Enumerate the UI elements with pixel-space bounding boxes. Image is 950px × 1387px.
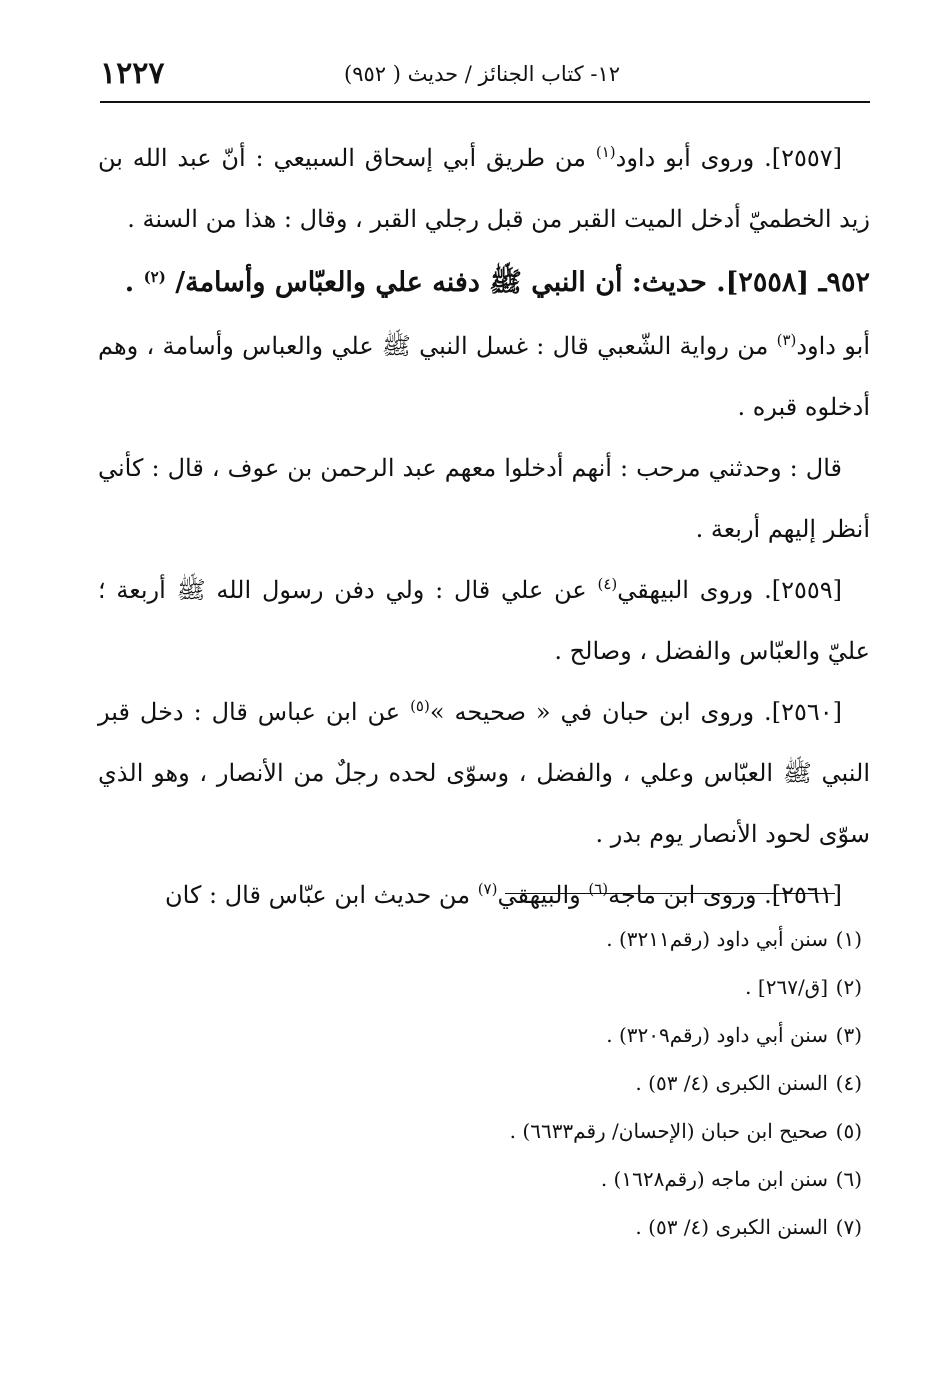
- paragraph-marhab: قال : وحدثني مرحب : أنهم أدخلوا معهم عبد الرحمن بن عوف ، قال : كأني أنظر إليهم أربعة .: [98, 454, 870, 543]
- footnote-text: سنن ابن ماجه (رقم١٦٢٨) .: [600, 1167, 828, 1191]
- page-header: [100, 52, 870, 102]
- footnote-ref: (٦): [588, 880, 609, 898]
- footnote-ref: (٣): [776, 331, 797, 349]
- footnote-number: (٧): [835, 1215, 862, 1239]
- footnote-ref: (٢): [143, 268, 166, 286]
- paragraph-2557: [٢٥٥٧]. وروى أبو داود$^{(١)}$ من طريق أبي إسحاق السبيعي : أنّ عبد الله بن زيد الخطميّ أدخل الميت القبر من قبل رجلي القبر ، وقال : هذا من السنة .: [98, 143, 870, 233]
- footnote-text: سنن أبي داود (رقم٣٢١١) .: [606, 927, 828, 951]
- footnote-ref: (٥): [410, 697, 430, 715]
- footnotes-list: [262, 922, 862, 1258]
- footnote-item: [262, 1114, 862, 1162]
- footnote-text: [ق/٢٦٧] .: [745, 975, 828, 999]
- footnote-number: (١): [835, 927, 862, 951]
- main-text: [98, 128, 870, 926]
- footnote-item: [262, 1162, 862, 1210]
- page-number: ١٢٢٧: [100, 56, 165, 91]
- footnote-item: [262, 922, 862, 970]
- footnote-item: [262, 970, 862, 1018]
- paragraph-2559: [٢٥٥٩]. وروى البيهقي$^{(٤)}$ عن علي قال : ولي دفن رسول الله ﷺ أربعة ؛ عليّ والعبّاس والفضل ، وصالح .: [98, 575, 870, 665]
- footnote-text: السنن الكبرى (٤/ ٥٣) .: [635, 1215, 828, 1239]
- footnote-ref: (٤): [597, 575, 618, 593]
- footnote-number: (٣): [835, 1023, 862, 1047]
- paragraph-abu-dawud: أبو داود$^{(٣)}$ من رواية الشّعبي قال : غسل النبي ﷺ علي والعباس وأسامة ، وهم أدخلوه قبره .: [98, 331, 870, 421]
- footnote-number: (٦): [835, 1167, 862, 1191]
- footnote-number: (٤): [835, 1071, 862, 1095]
- paragraph-2560: [٢٥٦٠]. وروى ابن حبان في « صحيحه »$^{(٥)}$ عن ابن عباس قال : دخل قبر النبي ﷺ العبّاس وعلي ، والفضل ، وسوّى لحده رجلٌ من الأنصار ، وهو الذي سوّى لحود الأنصار يوم بدر .: [98, 697, 870, 848]
- footnote-text: السنن الكبرى (٤/ ٥٣) .: [635, 1071, 828, 1095]
- footnote-ref: (١): [595, 143, 616, 161]
- footnote-number: (٢): [835, 975, 862, 999]
- footnote-divider: [505, 893, 835, 894]
- footnote-number: (٥): [835, 1119, 862, 1143]
- header-divider: [100, 101, 870, 103]
- footnote-item: [262, 1018, 862, 1066]
- footnote-item: [262, 1210, 862, 1258]
- running-title: ١٢- كتاب الجنائز / حديث ( ٩٥٢): [344, 62, 620, 86]
- footnote-item: [262, 1066, 862, 1114]
- footnote-text: سنن أبي داود (رقم٣٢٠٩) .: [606, 1023, 828, 1047]
- hadith-heading-952: ٩٥٢ـ [٢٥٥٨]. حديث: أن النبي ﷺ دفنه علي والعبّاس وأسامة/ $^{(٢)}$ .: [124, 267, 870, 298]
- footnote-text: صحيح ابن حبان (الإحسان/ رقم٦٦٣٣) .: [509, 1119, 828, 1143]
- footnote-ref: (٧): [477, 880, 498, 898]
- paragraph-2561: [٢٥٦١]. وروى ابن ماجه$^{(٦)}$ والبيهقي$^{(٧)}$ من حديث ابن عبّاس قال : كان: [165, 880, 842, 909]
